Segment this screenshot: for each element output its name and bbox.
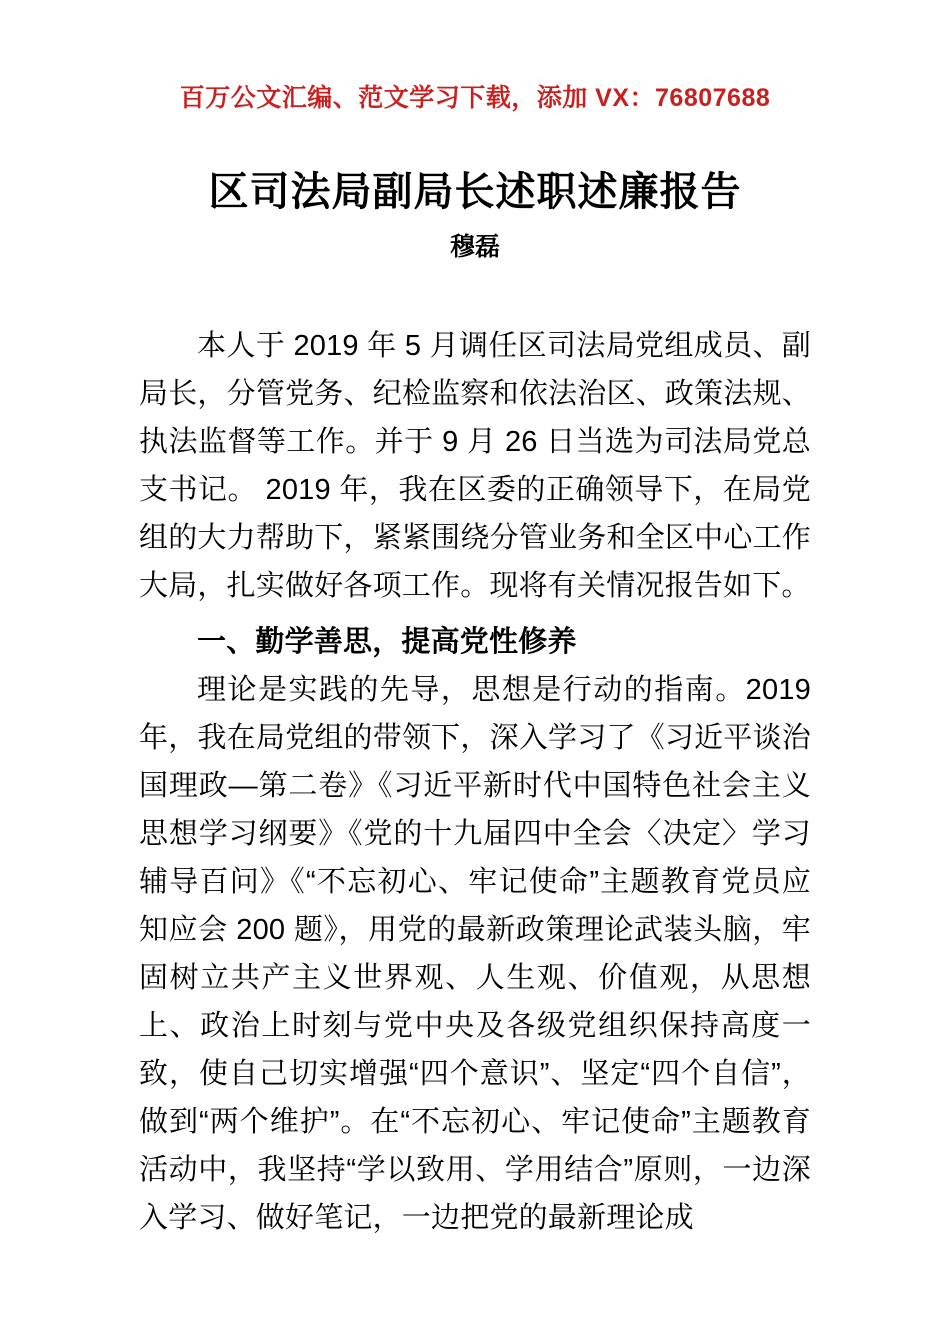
paragraph-intro: 本人于 2019 年 5 月调任区司法局党组成员、副局长，分管党务、纪检监察和依法治区、政策法规、执法监督等工作。并于 9 月 26 日当选为司法局党总支书记。 2019 年，我在区委的正确领导下，在局党组的大力帮助下，紧紧围绕分管业务和全区中心工作大局，扎实做好各项工作。现将有关情况报告如下。 bbox=[139, 330, 811, 602]
page-title: 区司法局副局长述职述廉报告 bbox=[208, 170, 742, 214]
promo-watermark-header: 百万公文汇编、范文学习下载，添加 VX：76807688 bbox=[179, 84, 771, 112]
document-author: 穆磊 bbox=[449, 233, 500, 261]
document-body bbox=[139, 322, 811, 1242]
paragraph-section-1: 理论是实践的先导，思想是行动的指南。2019 年，我在局党组的带领下，深入学习了《习近平谈治国理政—第二卷》《习近平新时代中国特色社会主义思想学习纲要》《党的十九届四中全会〈决定〉学习辅导百问》《“不忘初心、牢记使命”主题教育党员应知应会 200 题》，用党的最新政策理论武装头脑，牢固树立共产主义世界观、人生观、价值观，从思想上、政治上时刻与党中央及各级党组织保持高度一致，使自己切实增强“四个意识”、坚定“四个自信”，做到“两个维护”。在“不忘初心、牢记使命”主题教育活动中，我坚持“学以致用、学用结合”原则，一边深入学习、做好笔记，一边把党的最新理论成 bbox=[139, 674, 811, 1234]
section-heading-1: 一、勤学善思，提高党性修养 bbox=[197, 626, 577, 658]
paragraph-spacer bbox=[139, 610, 811, 618]
